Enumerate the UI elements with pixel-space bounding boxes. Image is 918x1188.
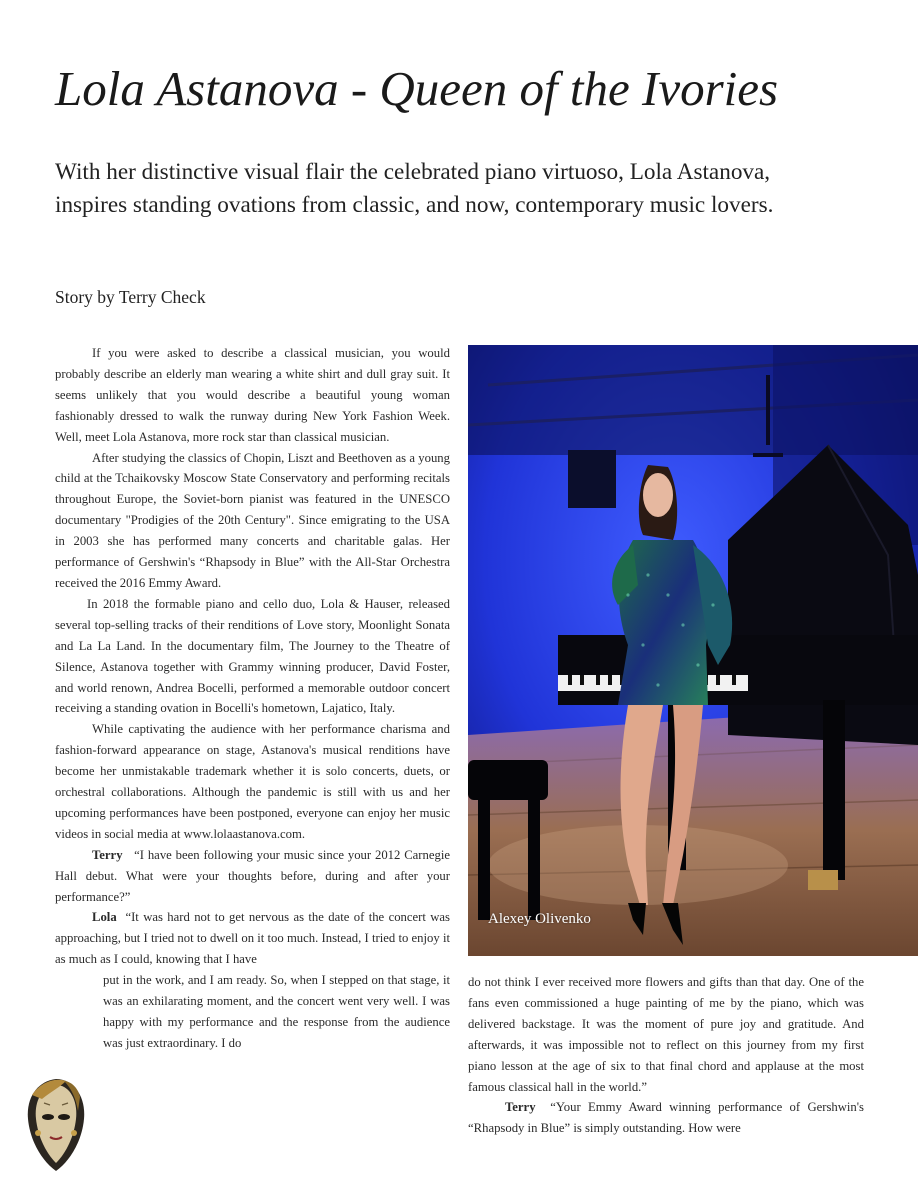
interview-question-2 — [468, 1097, 864, 1139]
article-subtitle: With her distinctive visual flair the celebrated piano virtuoso, Lola Astanova, inspires standing ovations from classic, and now, contemporary music lovers. — [55, 159, 774, 218]
interview-answer-1-tail: put in the work, and I am ready. So, when I stepped on that stage, it was an exhilarating moment, and the concert went very well. I was happy with my performance and the response from the audience was just extraordinary. I do — [103, 973, 450, 1050]
article-title: Lola Astanova - Queen of the Ivories — [55, 61, 779, 116]
venetian-mask-icon — [20, 1075, 92, 1175]
paragraph-background: After studying the classics of Chopin, Liszt and Beethoven as a young child at the Tchaikovsky Moscow State Conservatory and performing recitals throughout Europe, the Soviet-born pianist was featured in the UNESCO documentary "Prodigies of the 20th Century". Since emigrating to the USA in 2003 she has performed many concerts and charitable galas. Her performance of Gershwin's “Rhapsody in Blue” with the All-Star Orchestra received the 2016 Emmy Award. — [55, 450, 450, 590]
speaker-terry: Terry — [505, 1100, 536, 1115]
interview-question-1 — [55, 845, 450, 908]
question-text: “Your Emmy Award winning performance of Gershwin's “Rhapsody in Blue” is simply outstanding. How were — [468, 1100, 864, 1136]
right-column — [468, 972, 864, 1139]
answer-text: “It was hard not to get nervous as the date of the concert was approaching, but I tried not to dwell on it too much. Instead, I tried to enjoy it as much as I could, knowing that I have — [55, 910, 450, 967]
interview-answer-1 — [55, 907, 450, 970]
interview-answer-1-continued: do not think I ever received more flowers and gifts than that day. One of the fans even commissioned a huge painting of me by the piano, which was delivered backstage. It was the moment of pure joy and gratitude. And afterwards, it was impossible not to reflect on this journey from my first piano lesson at the age of six to that final chord and applause at the most famous classical hall in the world.” — [468, 975, 864, 1094]
speaker-lola: Lola — [92, 910, 117, 925]
question-text: “I have been following your music since your 2012 Carnegie Hall debut. What were your thoughts before, during and after your performance?” — [55, 847, 450, 904]
hero-photo — [468, 345, 918, 956]
left-column — [55, 343, 450, 1054]
byline: Story by Terry Check — [55, 287, 206, 307]
paragraph-duo: In 2018 the formable piano and cello duo, Lola & Hauser, released several top-selling tracks of their renditions of Love story, Moonlight Sonata and La La Land. In the documentary film, The Journey to the Theatre of Silence, Astanova together with Grammy winning producer, David Foster, and world renown, Andrea Bocelli, performed a memorable outdoor concert receiving a standing ovation in Bocelli's hometown, Lajatico, Italy. — [55, 596, 450, 716]
paragraph-charisma: While captivating the audience with her performance charisma and fashion-forward appearance on stage, Astanova's musical renditions have become her unmistakable trademark whether it is solo concerts, duets, or orchestral collaborations. Although the pandemic is still with us and her upcoming performances have been postponed, everyone can enjoy her music videos in social media at www.lolaastanova.com. — [55, 722, 450, 841]
paragraph-intro: If you were asked to describe a classical musician, you would probably describe an elderly man wearing a white shirt and dull gray suit. It seems unlikely that you would describe a beautiful young woman fashionably dressed to walk the runway during New York Fashion Week. Well, meet Lola Astanova, more rock star than classical musician. — [55, 346, 450, 444]
photo-credit: Alexey Olivenko — [488, 911, 591, 927]
speaker-terry: Terry — [92, 847, 123, 862]
